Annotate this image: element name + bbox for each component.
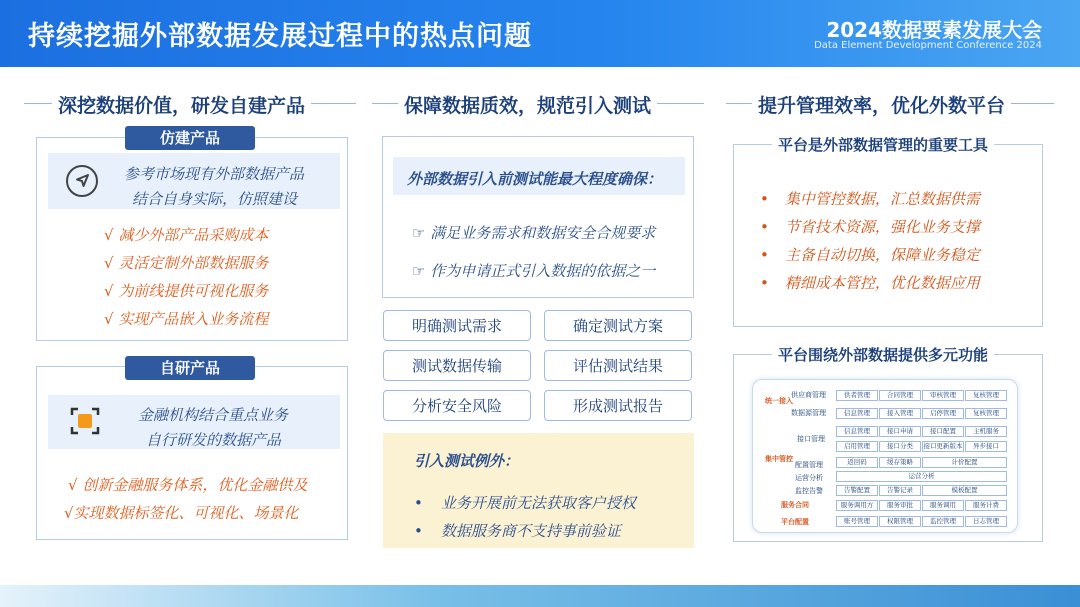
imitate-point: √ 为前线提供可视化服务 [104, 282, 269, 300]
focus-frame-icon [70, 406, 100, 436]
grid-cell: 合同管理 [879, 390, 921, 401]
grid-row-label: 配置管理 [795, 461, 823, 469]
grid-cell: 信息管理 [836, 408, 878, 419]
test-step-tag: 分析安全风险 [383, 390, 531, 421]
tool-point-text: 主备自动切换，保障业务稳定 [784, 246, 980, 264]
selfdev-point: √实现数据标签化、可视化、场景化 [64, 504, 299, 522]
tool-point: • 主备自动切换，保障业务稳定 [760, 246, 980, 264]
grid-cell: 供者管理 [836, 390, 878, 401]
test-step-tag: 形成测试报告 [544, 390, 692, 421]
imitate-point: √ 减少外部产品采购成本 [104, 226, 269, 244]
exception-text: 业务开展前无法获取客户授权 [440, 494, 636, 512]
grid-cell: 监控管理 [922, 516, 964, 527]
page-title: 持续挖掘外部数据发展过程中的热点问题 [28, 21, 532, 52]
grid-cell: 模板配置 [922, 485, 1007, 496]
function-grid [752, 379, 1018, 533]
col3-title: 提升管理效率，优化外数平台 [752, 91, 1011, 118]
imitate-desc-line2: 结合自身实际，仿照建设 [132, 190, 298, 208]
grid-cell: 接口更新版本 [923, 442, 963, 450]
exception-item: • 数据服务商不支持事前验证 [414, 522, 621, 540]
tool-point-text: 节省技术资源，强化业务支撑 [784, 218, 980, 236]
grid-cell: 告警配置 [836, 485, 878, 496]
grid-row-label: 数据源管理 [791, 409, 826, 417]
exception-text: 数据服务商不支持事前验证 [440, 522, 621, 540]
grid-cell: 复核管理 [965, 390, 1007, 401]
grid-cell: 接口申请 [879, 426, 921, 437]
ensure-point: ☞ 作为申请正式引入数据的依据之一 [412, 262, 656, 280]
imitate-point: √ 实现产品嵌入业务流程 [104, 310, 269, 328]
footer-band [0, 585, 1080, 607]
test-step-tag: 确定测试方案 [544, 310, 692, 341]
function-title: 平台围绕外部数据提供多元功能 [772, 344, 994, 365]
grid-cell: 服务审批 [879, 500, 921, 511]
grid-cell: 服务调用方 [836, 500, 878, 511]
grid-row-label: 接口管理 [797, 435, 825, 443]
tool-point: • 节省技术资源，强化业务支撑 [760, 218, 980, 236]
grid-cell: 信息管理 [836, 426, 878, 437]
grid-cell: 启用管理 [836, 441, 878, 452]
imitate-point: √ 灵活定制外部数据服务 [104, 254, 269, 272]
col2-title: 保障数据质效，规范引入测试 [398, 91, 657, 118]
grid-cell: 主机服务 [965, 426, 1007, 437]
conference-name: 2024数据要素发展大会 [826, 18, 1042, 42]
navigation-arrow-icon [66, 165, 98, 197]
grid-row-label: 运营分析 [795, 474, 823, 482]
test-step-tag: 测试数据传输 [383, 350, 531, 381]
imitate-desc-line1: 参考市场现有外部数据产品 [124, 165, 305, 183]
grid-cell: 账号管理 [836, 516, 878, 527]
test-step-tag: 评估测试结果 [544, 350, 692, 381]
selfdev-product-label: 自研产品 [125, 356, 255, 380]
tool-point: • 集中管控数据，汇总数据供需 [760, 190, 980, 208]
grid-cell: 运营分析 [836, 471, 1007, 482]
grid-cell: 缓存策略 [879, 457, 921, 468]
grid-category: 服务合同 [781, 501, 809, 509]
selfdev-point: √ 创新金融服务体系，优化金融供及 [68, 476, 308, 494]
imitate-product-label: 仿建产品 [125, 126, 255, 150]
ensure-point: ☞ 满足业务需求和数据安全合规要求 [412, 224, 656, 242]
tool-title: 平台是外部数据管理的重要工具 [772, 134, 994, 155]
grid-cell: 接口配置 [922, 426, 964, 437]
grid-cell: 权限管理 [879, 516, 921, 527]
selfdev-desc-line2: 自行研发的数据产品 [146, 431, 282, 449]
grid-cell: 计价配置 [922, 457, 1007, 468]
exception-item: • 业务开展前无法获取客户授权 [414, 494, 636, 512]
test-step-tag: 明确测试需求 [383, 310, 531, 341]
grid-category: 统一接入 [765, 397, 793, 405]
selfdev-desc-line1: 金融机构结合重点业务 [138, 406, 289, 424]
header-banner [0, 0, 1080, 67]
grid-cell: 复核管理 [965, 408, 1007, 419]
grid-cell: 日志管理 [965, 516, 1007, 527]
grid-row-label: 监控告警 [795, 487, 823, 495]
grid-cell: 审核管理 [922, 390, 964, 401]
tool-point: • 精细成本管控，优化数据应用 [760, 274, 980, 292]
grid-cell: 接入管理 [879, 408, 921, 419]
grid-cell: 服务调用 [922, 500, 964, 511]
grid-cell: 接口分类 [879, 441, 921, 452]
exception-title: 引入测试例外： [414, 452, 520, 470]
grid-cell: 异步接口 [965, 441, 1007, 452]
grid-category: 集中管控 [765, 455, 793, 463]
grid-category: 平台配置 [781, 518, 809, 526]
grid-cell: 返回码 [836, 457, 878, 468]
grid-cell: 启停管理 [922, 408, 964, 419]
conference-name-en: Data Element Development Conference 2024 [814, 40, 1042, 51]
grid-cell: 告警记录 [879, 485, 921, 496]
grid-row-label: 供应商管理 [791, 391, 826, 399]
tool-point-text: 精细成本管控，优化数据应用 [784, 274, 980, 292]
tool-point-text: 集中管控数据，汇总数据供需 [784, 190, 980, 208]
ensure-title: 外部数据引入前测试能最大程度确保： [407, 170, 663, 188]
grid-cell: 服务计费 [965, 500, 1007, 511]
col1-title: 深挖数据价值，研发自建产品 [52, 91, 311, 118]
